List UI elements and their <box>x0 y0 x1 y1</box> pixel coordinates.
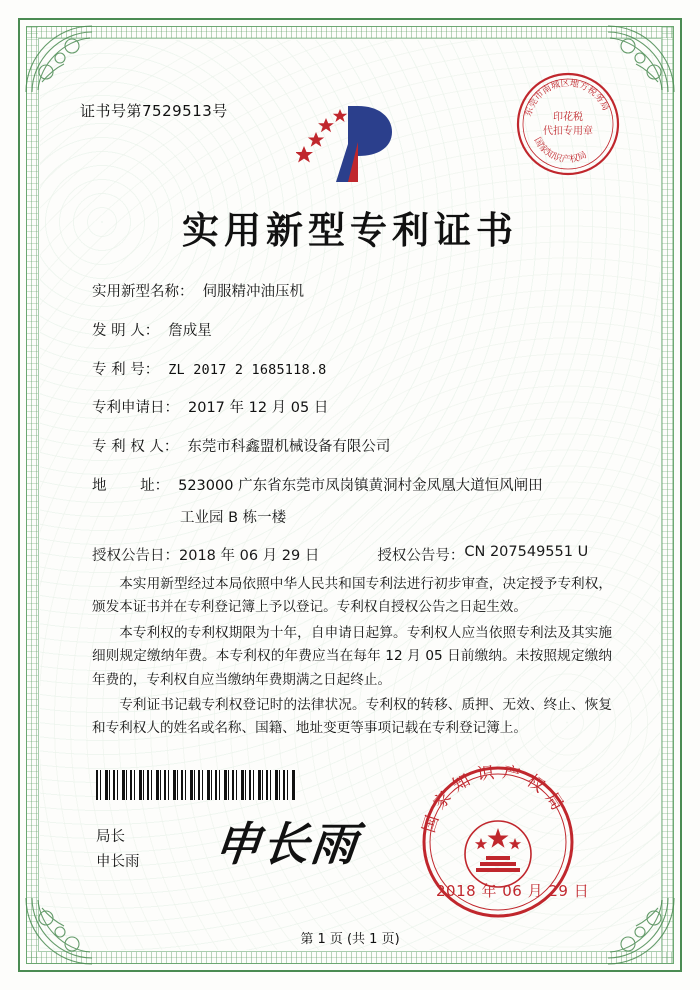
publication-number-label: 授权公告号： <box>377 547 465 564</box>
signature-labels <box>96 825 140 876</box>
publication-row <box>92 544 612 565</box>
handwritten-signature: 申长雨 <box>211 817 362 871</box>
field-value: 伺服精冲油压机 <box>202 284 304 300</box>
field-value: 2017 年 12 月 05 日 <box>188 400 329 417</box>
address-continued: 工业园 B 栋一楼 <box>180 509 287 526</box>
svg-text:国家知识产权局: 国家知识产权局 <box>419 762 571 836</box>
field-value: 东莞市科鑫盟机械设备有限公司 <box>187 439 391 455</box>
field-value: 詹成星 <box>168 322 212 339</box>
svg-text:东莞市南城区地方税务局: 东莞市南城区地方税务局 <box>523 78 611 118</box>
svg-text:国家知识产权局: 国家知识产权局 <box>531 135 589 166</box>
field-row-inventor <box>92 321 612 343</box>
ornament-band-right <box>662 26 674 964</box>
publication-date-value: 2018 年 06 月 29 日 <box>179 547 320 564</box>
certificate-number: 证书号第7529513号 <box>80 102 228 120</box>
field-row-patent-number <box>92 360 612 382</box>
field-label: 发 明 人： <box>92 322 160 339</box>
body-paragraph: 本实用新型经过本局依照中华人民共和国专利法进行初步审查，决定授予专利权，颁发本证书并在专利登记簿上予以登记。专利权自授权公告之日起生效。 <box>92 576 612 616</box>
director-name-label: 申长雨 <box>96 854 140 871</box>
field-label: 专 利 权 人： <box>92 439 179 455</box>
publication-number-value: CN 207549551 U <box>464 543 589 560</box>
cnipa-emblem-icon <box>296 98 406 188</box>
seal-date: 2018 年 06 月 29 日 <box>436 882 590 900</box>
page-title: 实用新型专利证书 <box>182 209 518 252</box>
field-label: 地 址： <box>92 477 170 494</box>
page-footer: 第 1 页 (共 1 页) <box>300 932 400 947</box>
body-paragraph: 专利证书记载专利权登记时的法律状况。专利权的转移、质押、无效、终止、恢复和专利权人的姓名或名称、国籍、地址变更等事项记载在专利登记簿上。 <box>92 696 612 737</box>
field-label: 专利申请日： <box>92 400 179 417</box>
svg-text:代扣专用章: 代扣专用章 <box>543 126 593 137</box>
svg-text:印花税: 印花税 <box>553 112 583 123</box>
ornament-band-left <box>26 26 38 964</box>
field-value: 523000 广东省东莞市凤岗镇黄洞村金凤凰大道恒风闸田 <box>178 477 543 494</box>
field-value: ZL 2017 2 1685118.8 <box>168 361 327 378</box>
body-text <box>92 573 612 743</box>
field-row-name <box>92 282 612 304</box>
tax-stamp-seal <box>514 70 622 178</box>
publication-date-label: 授权公告日： <box>92 547 179 564</box>
field-row-patentee <box>92 437 612 459</box>
barcode <box>96 770 296 800</box>
field-row-application-date <box>92 398 612 420</box>
field-label: 实用新型名称： <box>92 284 194 300</box>
field-label: 专 利 号： <box>92 361 160 378</box>
field-row-address <box>92 476 612 498</box>
field-list <box>92 282 612 573</box>
ornament-band-top <box>26 26 674 38</box>
director-title-label: 局长 <box>96 829 125 845</box>
corner-flourish-icon <box>20 20 98 98</box>
ornament-band-bottom <box>26 952 674 964</box>
body-paragraph: 本专利权的专利权期限为十年，自申请日起算。专利权人应当依照专利法及其实施细则规定缴纳年费。本专利权的年费应当在每年 12 月 05 日前缴纳。未按照规定缴纳年费的，专利权自应当缴纳年费期满之日起终止。 <box>92 624 612 688</box>
